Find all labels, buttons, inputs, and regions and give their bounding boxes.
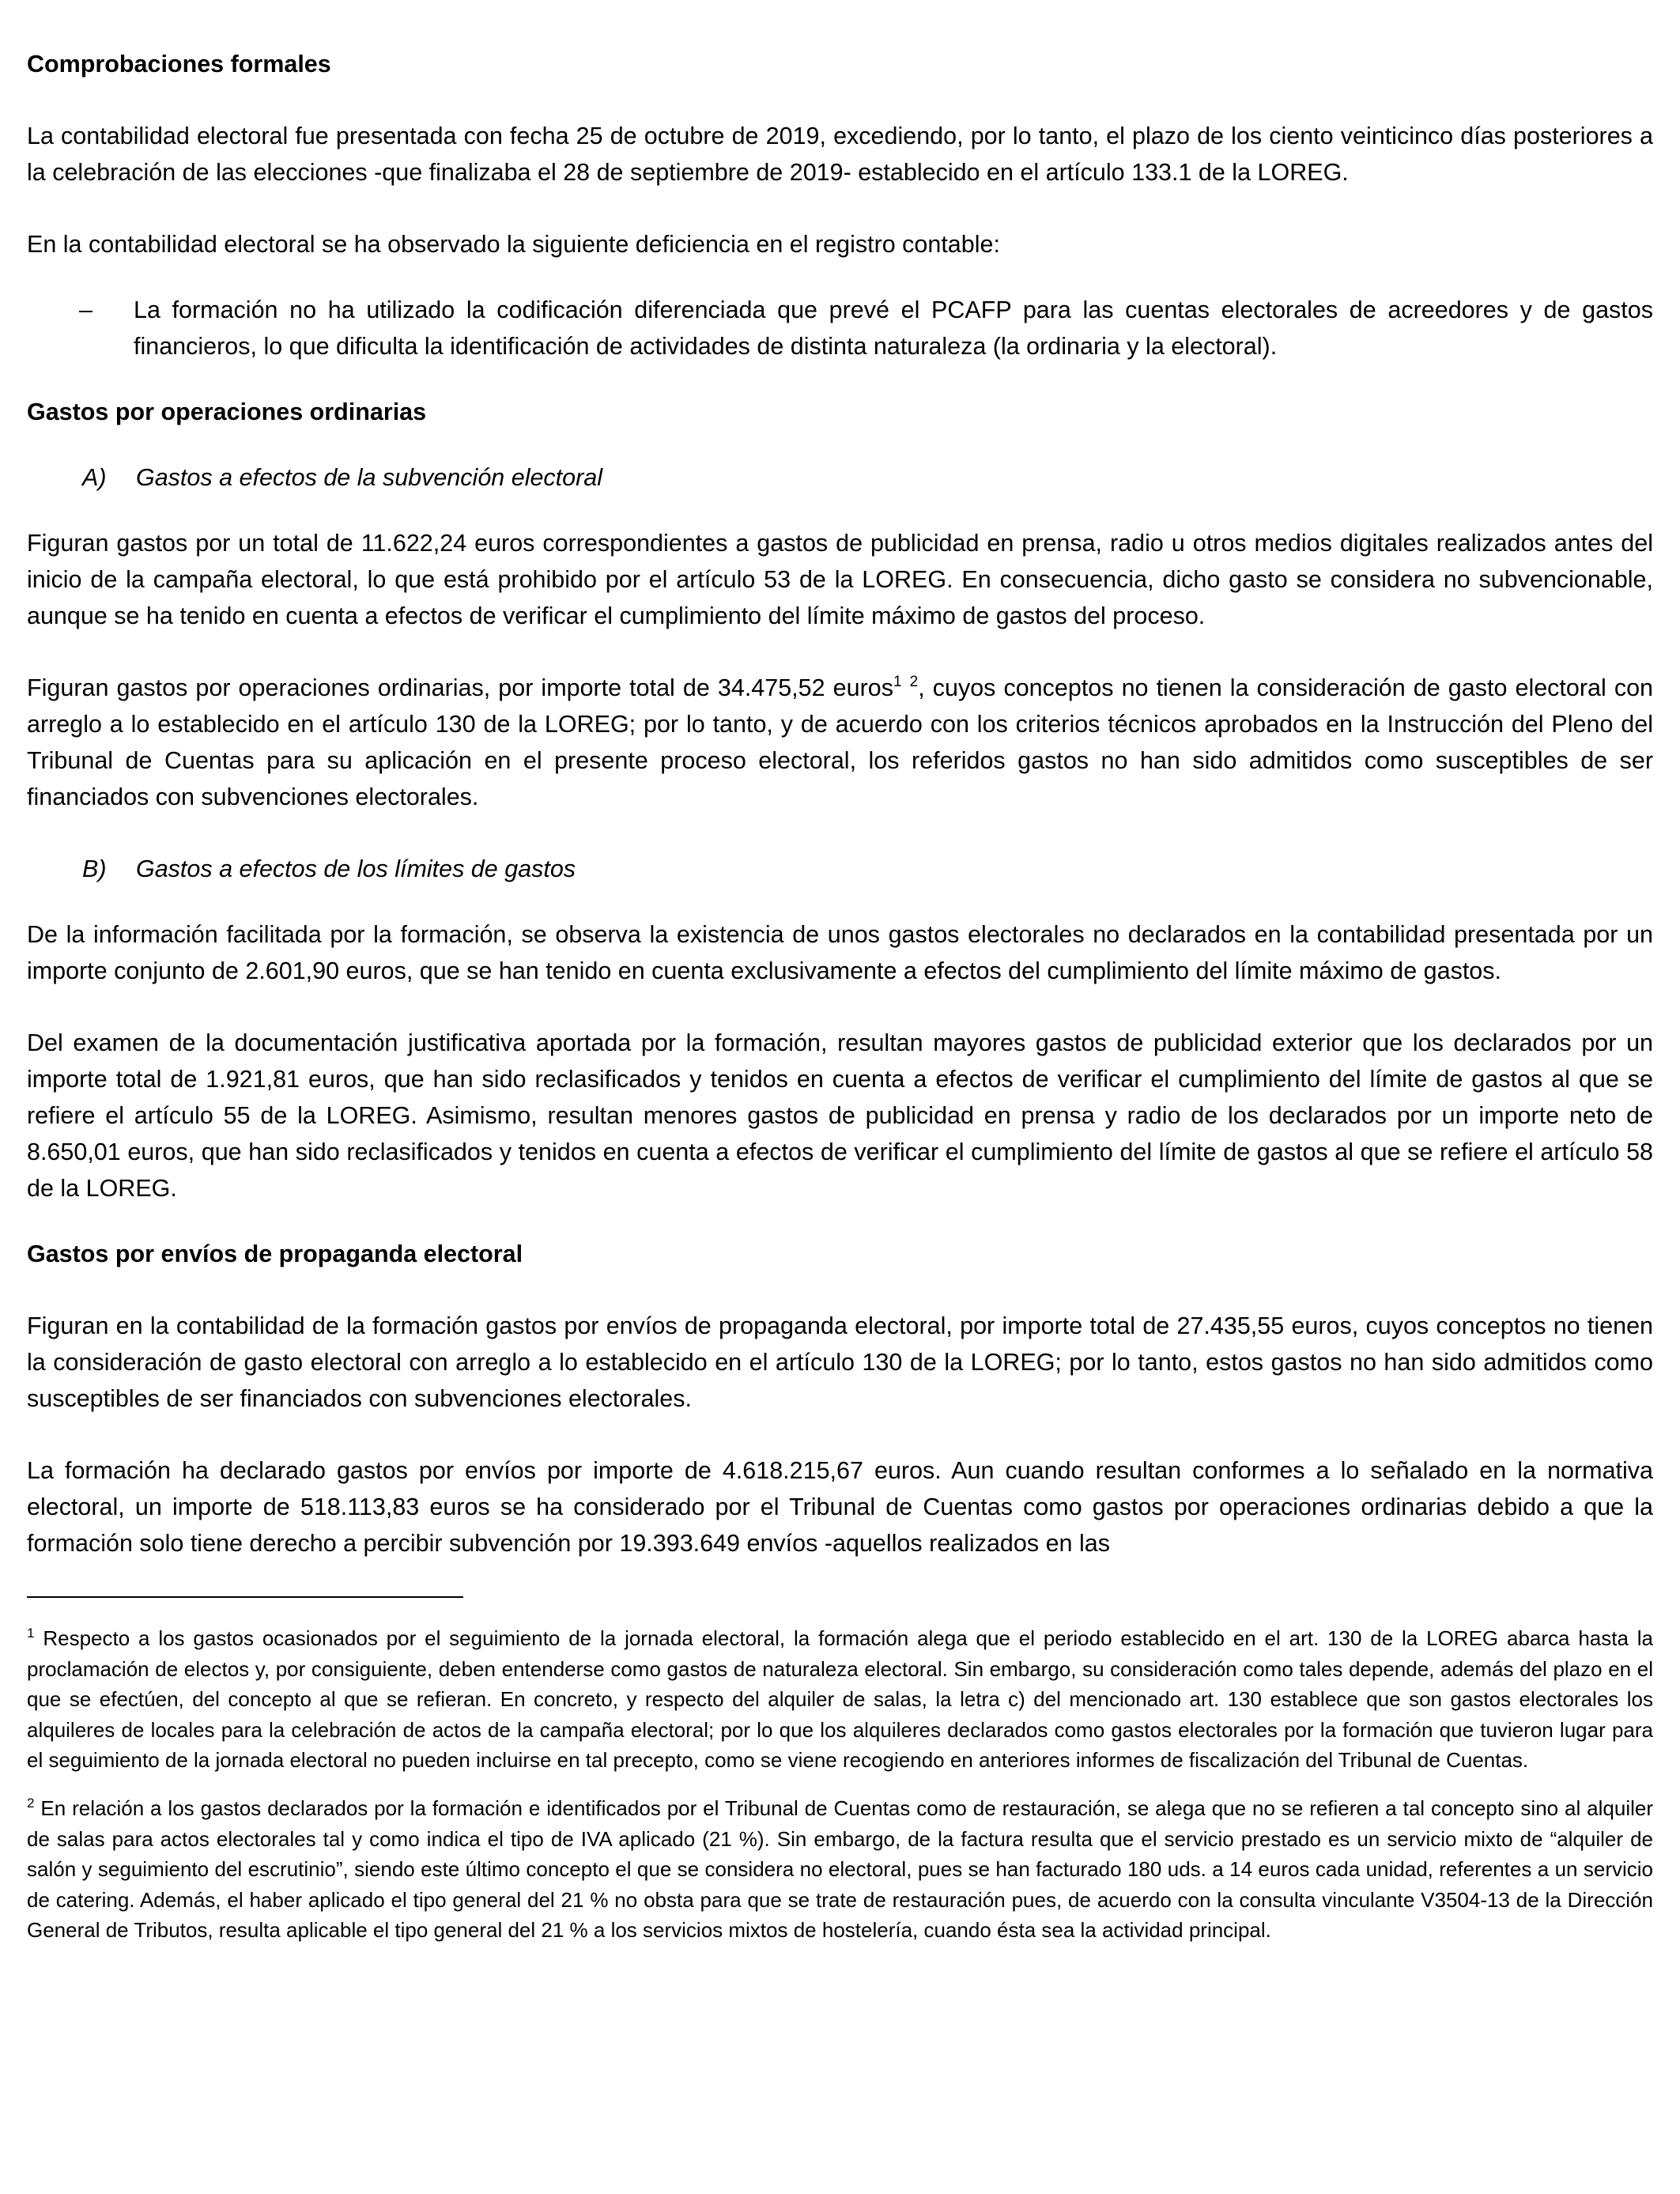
paragraph-ordinary-operations [27,670,1653,815]
section-heading-ordinary-expenses: Gastos por operaciones ordinarias [27,398,427,425]
paragraph-mailing-not-eligible: Figuran en la contabilidad de la formación gastos por envíos de propaganda electoral, por importe total de 27.435,55 euros, cuyos conceptos no tienen la consideración de gasto electoral con arreglo a lo establecido en el artículo 130 de la LOREG; por lo tanto, estos gastos no han sido admitidos como susceptibles de ser financiados con subvenciones electorales. [27,1312,1653,1412]
footnote-ref-1[interactable]: 1 [893,674,902,690]
section-heading-mailing-expenses: Gastos por envíos de propaganda electoral [27,1240,523,1267]
paragraph-text-part: Figuran gastos por operaciones ordinarias, por importe total de 34.475,52 euros [27,674,893,701]
list-item-deficiency [27,292,1653,364]
dash-bullet-icon: – [79,296,92,323]
paragraph-text-part: , cuyos conceptos no tienen la consideración de gasto electoral con arreglo a lo establecido en el artículo 130 de la LOREG; por lo tanto, y de acuerdo con los criterios técnicos aprobados en la Instrucción del Pleno del Tribunal de Cuentas para su aplicación en el presente proceso electoral, los referidos gastos no han sido admitidos como susceptibles de ser financiados con subvenciones electorales. [27,674,1654,810]
paragraph-submission-date: La contabilidad electoral fue presentada con fecha 25 de octubre de 2019, excediendo, por lo tanto, el plazo de los ciento veinticinco días posteriores a la celebración de las elecciones -que finalizaba el 28 de septiembre de 2019- establecido en el artículo 133.1 de la LOREG. [27,123,1653,186]
paragraph-undeclared-expenses: De la información facilitada por la formación, se observa la existencia de unos gastos electorales no declarados en la contabilidad presentada por un importe conjunto de 2.601,90 euros, que se han tenido en cuenta exclusivamente a efectos del cumplimiento del límite máximo de gastos. [27,921,1653,984]
footnote-ref-2[interactable]: 2 [909,674,919,690]
paragraph-mailing-declared: La formación ha declarado gastos por envíos por importe de 4.618.215,67 euros. Aun cuando resultan conformes a lo señalado en la normativa electoral, un importe de 518.113,83 euros se ha considerado por el Tribunal de Cuentas como gastos por operaciones ordinarias debido a que la formación solo tiene derecho a percibir subvención por 19.393.649 envíos -aquellos realizados en las [27,1457,1653,1557]
footnote-1-text: Respecto a los gastos ocasionados por el seguimiento de la jornada electoral, la formación alega que el periodo establecido en el art. 130 de la LOREG abarca hasta la proclamación de electos y, por consiguiente, deben entenderse como gastos de naturaleza electoral. Sin embargo, su consideración como tales depende, además del plazo en el que se efectúen, del concepto al que se refieran. En concreto, y respecto del alquiler de salas, la letra c) del mencionado art. 130 establece que son gastos electorales los alquileres de locales para la celebración de actos de la campaña electoral; por lo que los alquileres declarados como gastos electorales por la formación que tuvieron lugar para el seguimiento de la jornada electoral no pueden incluirse en tal precepto, como se viene recogiendo en anteriores informes de fiscalización del Tribunal de Cuentas. [27,1626,1654,1773]
subheading-a [27,459,1653,496]
subheading-b [27,851,1653,887]
footnote-2 [27,1793,1653,1946]
footnote-1-number: 1 [27,1626,35,1641]
footnote-2-number: 2 [27,1795,35,1811]
paragraph-pre-campaign-advertising: Figuran gastos por un total de 11.622,24 euros correspondientes a gastos de publicidad en prensa, radio u otros medios digitales realizados antes del inicio de la campaña electoral, lo que está prohibido por el artículo 53 de la LOREG. En consecuencia, dicho gasto se considera no subvencionable, aunque se ha tenido en cuenta a efectos de verificar el cumplimiento del límite máximo de gastos del proceso. [27,530,1653,629]
subheading-b-letter: B) [82,855,107,882]
paragraph-reclassified-expenses: Del examen de la documentación justificativa aportada por la formación, resultan mayores gastos de publicidad exterior que los declarados por un importe total de 1.921,81 euros, que han sido reclasificados y tenidos en cuenta a efectos de verificar el cumplimiento del límite de gastos al que se refiere el artículo 55 de la LOREG. Asimismo, resultan menores gastos de publicidad en prensa y radio de los declarados por un importe neto de 8.650,01 euros, que han sido reclasificados y tenidos en cuenta a efectos de verificar el cumplimiento del límite de gastos al que se refiere el artículo 58 de la LOREG. [27,1029,1653,1202]
section-heading-formal-checks: Comprobaciones formales [27,51,331,77]
subheading-a-letter: A) [82,464,107,491]
paragraph-deficiency-intro: En la contabilidad electoral se ha observado la siguiente deficiencia en el registro contable: [27,231,1000,258]
footnote-1 [27,1623,1653,1776]
subheading-a-text: Gastos a efectos de la subvención electoral [136,464,603,491]
footnote-2-text: En relación a los gastos declarados por la formación e identificados por el Tribunal de Cuentas como de restauración, se alega que no se refieren a tal concepto sino al alquiler de salas para actos electorales tal y como indica el tipo de IVA aplicado (21 %). Sin embargo, de la factura resulta que el servicio prestado es un servicio mixto de “alquiler de salón y seguimiento del escrutinio”, siendo este último concepto el que se considera no electoral, pues se han facturado 180 uds. a 14 euros cada unidad, referentes a un servicio de catering. Además, el haber aplicado el tipo general del 21 % no obsta para que se trate de restauración pues, de acuerdo con la consulta vinculante V3504-13 de la Dirección General de Tributos, resulta aplicable el tipo general del 21 % a los servicios mixtos de hostelería, cuando ésta sea la actividad principal. [27,1796,1653,1943]
subheading-b-text: Gastos a efectos de los límites de gastos [136,855,576,882]
list-item-text: La formación no ha utilizado la codificación diferenciada que prevé el PCAFP para las cuentas electorales de acreedores y de gastos financieros, lo que dificulta la identificación de actividades de distinta naturaleza (la ordinaria y la electoral). [134,296,1653,360]
